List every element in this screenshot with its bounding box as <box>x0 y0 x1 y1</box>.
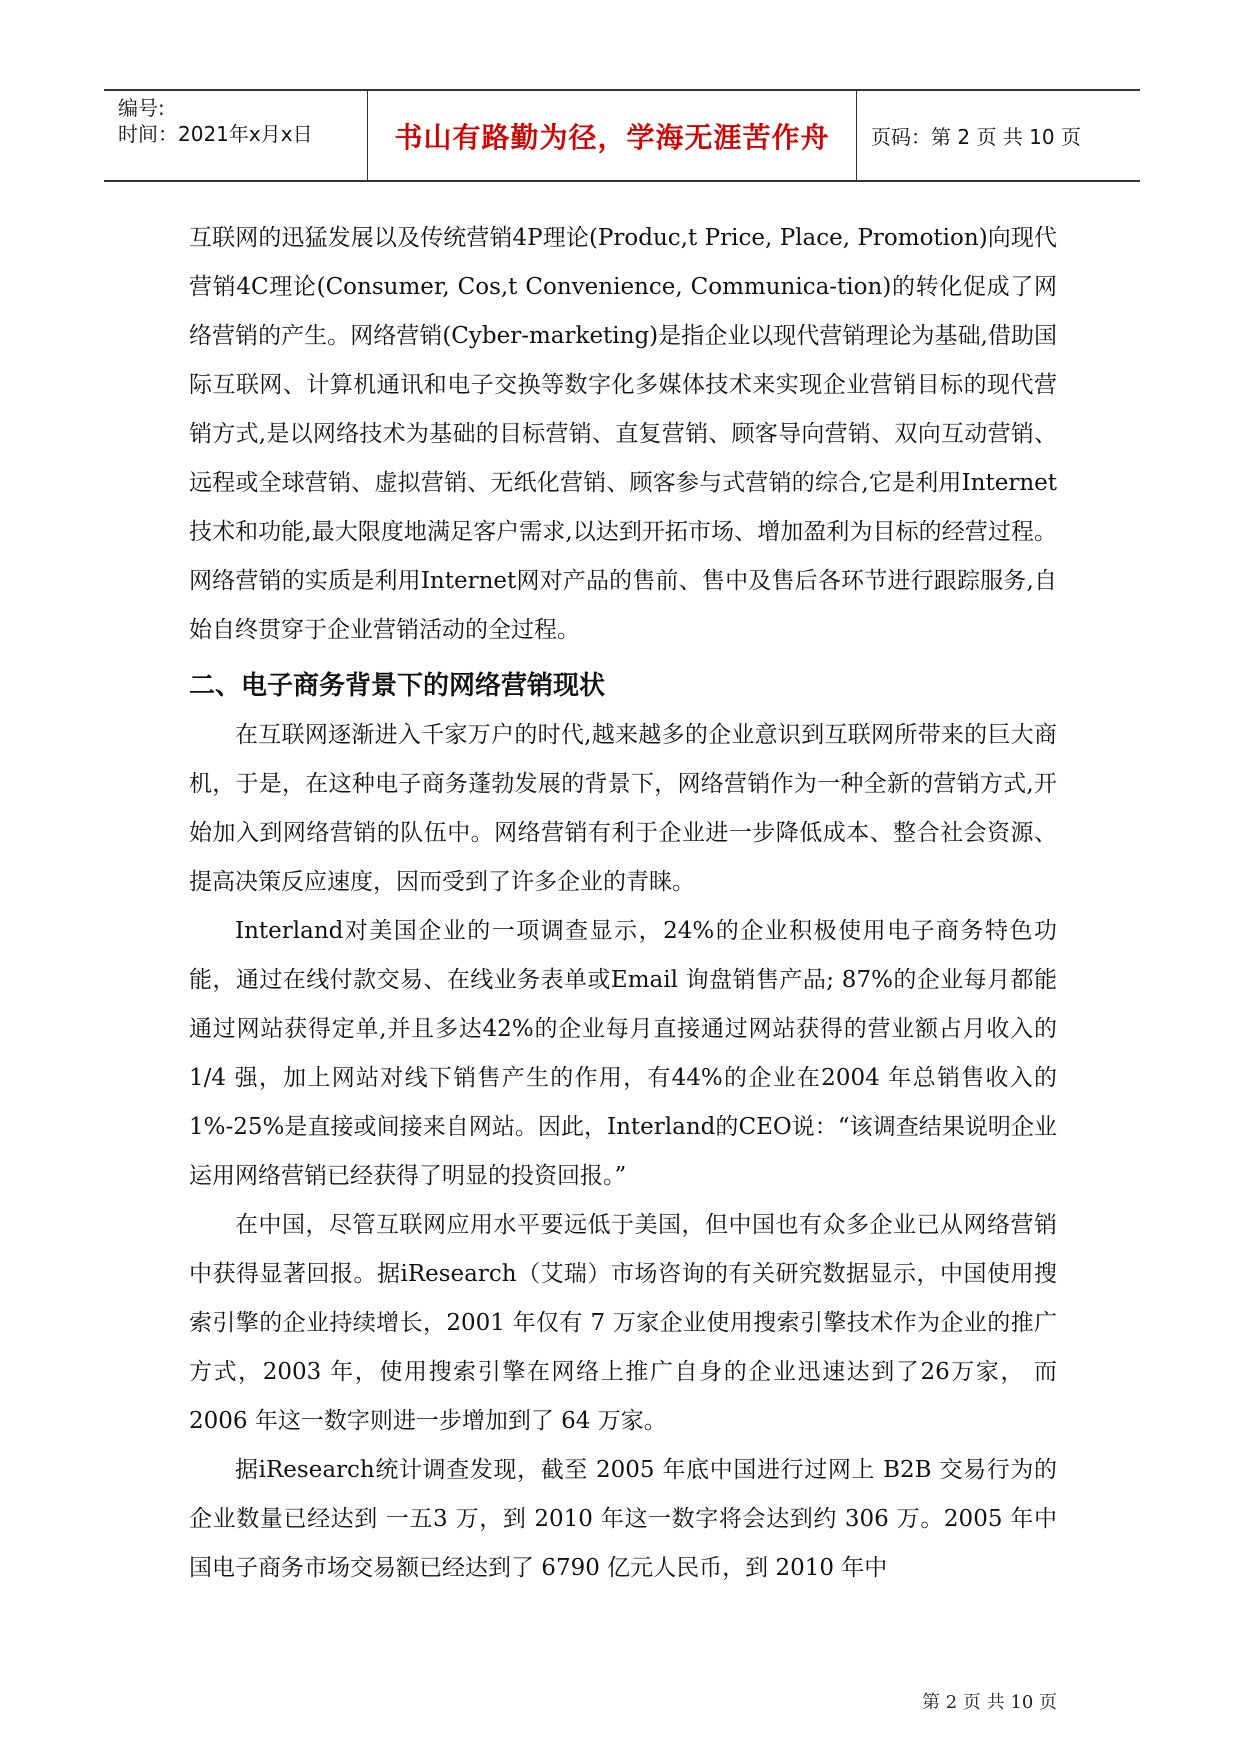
body-paragraph-5: 据iResearch统计调查发现，截至 2005 年底中国进行过网上 B2B 交易行为的企业数量已经达到 一五3 万，到 2010 年这一数字将会达到约 306 万。2005 年中国电子商务市场交易额已经达到了 6790 亿元人民币，到 2010 年中 <box>189 1457 1057 1581</box>
document-time-label: 时间：2021年x月x日 <box>118 122 313 146</box>
header-meta <box>104 91 368 180</box>
header-motto: 书山有路勤为径，学海无涯苦作舟 <box>368 91 857 180</box>
body-paragraph-3: Interland对美国企业的一项调查显示，24%的企业积极使用电子商务特色功能，通过在线付款交易、在线业务表单或Email 询盘销售产品; 87%的企业每月都能通过网站获得定单,并且多达42%的企业每月直接通过网站获得的营业额占月收入的1/4 强，加上网站对线下销售产生的作用，有44%的企业在2004 年总销售收入的1%-25%是直接或间接来自网站。因此，Interland的CEO说：“该调查结果说明企业运用网络营销已经获得了明显的投资回报。” <box>189 918 1057 1189</box>
body-paragraph-1: 互联网的迅猛发展以及传统营销4P理论(Produc,t Price, Place, Promotion)向现代营销4C理论(Consumer, Cos,t Convenience, Communica-tion)的转化促成了网络营销的产生。网络营销(Cyber-marketing)是指企业以现代营销理论为基础,借助国际互联网、计算机通讯和电子交换等数字化多媒体技术来实现企业营销目标的现代营销方式,是以网络技术为基础的目标营销、直复营销、顾客导向营销、双向互动营销、远程或全球营销、虚拟营销、无纸化营销、顾客参与式营销的综合,它是利用Internet技术和功能,最大限度地满足客户需求,以达到开拓市场、增加盈利为目标的经营过程。网络营销的实质是利用Internet网对产品的售前、售中及售后各环节进行跟踪服务,自始自终贯穿于企业营销活动的全过程。 <box>189 225 1057 643</box>
document-header <box>104 89 1140 182</box>
section-heading: 二、电子商务背景下的网络营销现状 <box>189 671 606 701</box>
document-body <box>189 214 1057 1593</box>
body-paragraph-2: 在互联网逐渐进入千家万户的时代,越来越多的企业意识到互联网所带来的巨大商机，于是，在这种电子商务蓬勃发展的背景下，网络营销作为一种全新的营销方式,开始加入到网络营销的队伍中。网络营销有利于企业进一步降低成本、整合社会资源、提高决策反应速度，因而受到了许多企业的青睐。 <box>189 722 1057 895</box>
header-page-info: 页码：第 2 页 共 10 页 <box>871 125 1081 149</box>
body-paragraph-4: 在中国，尽管互联网应用水平要远低于美国，但中国也有众多企业已从网络营销中获得显著回报。据iResearch（艾瑞）市场咨询的有关研究数据显示，中国使用搜索引擎的企业持续增长，2001 年仅有 7 万家企业使用搜索引擎技术作为企业的推广方式，2003 年，使用搜索引擎在网络上推广自身的企业迅速达到了26万家， 而2006 年这一数字则进一步增加到了 64 万家。 <box>189 1212 1057 1434</box>
document-number-label: 编号: <box>118 96 165 120</box>
page-footer: 第 2 页 共 10 页 <box>922 1692 1057 1713</box>
